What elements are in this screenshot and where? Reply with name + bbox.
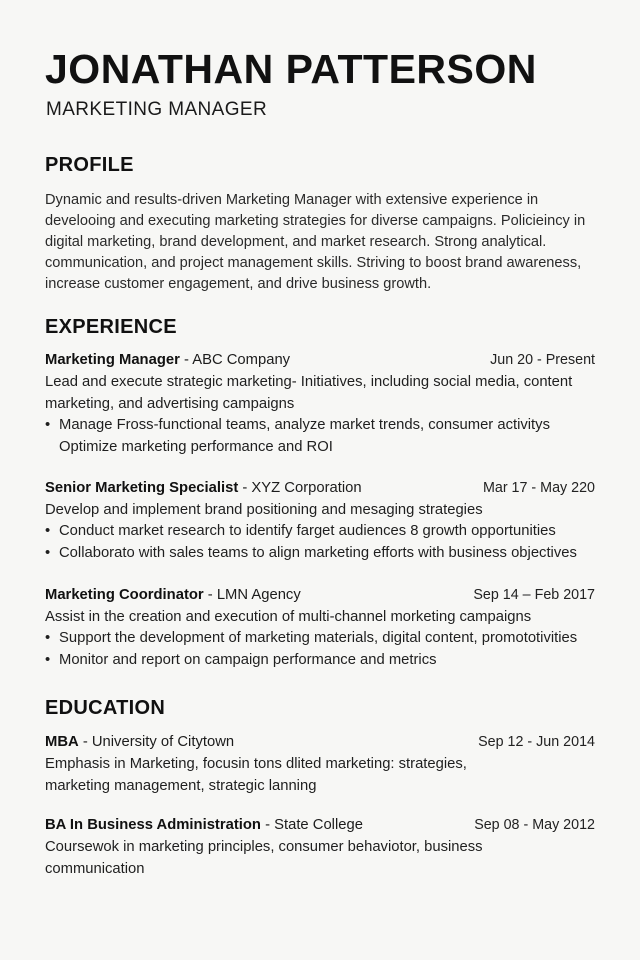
bullet-text: Collaborato with sales teams to align marketing efforts with business objectives bbox=[59, 544, 577, 561]
entry-header bbox=[45, 477, 595, 499]
title-separator: - bbox=[203, 587, 217, 603]
bullet-item bbox=[45, 543, 595, 565]
company-name: XYZ Corporation bbox=[251, 480, 362, 496]
title-separator: - bbox=[179, 352, 193, 368]
entry-header bbox=[45, 731, 595, 753]
education-entry bbox=[45, 731, 595, 797]
school-name: University of Citytown bbox=[91, 734, 235, 750]
bullet-icon: • bbox=[45, 544, 51, 561]
job-dates: Mar 17 - May 220 bbox=[482, 480, 595, 496]
job-description: Assist in the creation and execution of multi-channel morketing campaigns bbox=[45, 609, 532, 625]
job-description: Develop and implement brand positioning and mesaging strategies bbox=[45, 502, 483, 518]
job-bullets bbox=[45, 415, 595, 458]
profile-heading: PROFILE bbox=[45, 154, 134, 176]
experience-heading: EXPERIENCE bbox=[45, 316, 177, 338]
degree-title: BA In Business Administration bbox=[45, 817, 261, 833]
education-dates: Sep 12 - Jun 2014 bbox=[478, 734, 595, 750]
bullet-text: Support the development of marketing materials, digital content, promototivities bbox=[59, 630, 578, 646]
school-name: State College bbox=[274, 817, 363, 833]
profile-text: Dynamic and results-driven Marketing Manager with extensive experience in develooing and executing marketing strategies for diverse campaigns. Policieincy in digital marketing, brand development, and market research. Strong analytical. communication, and project management skills. Striving to boost brand awareness, increase customer engagement, and drive business growth. bbox=[45, 192, 586, 292]
bullet-icon: • bbox=[45, 523, 51, 539]
job-bullets bbox=[45, 521, 595, 564]
job-description: Lead and execute strategic marketing- Initiatives, including social media, content marketing, and advertising campaigns bbox=[45, 374, 573, 412]
experience-entry bbox=[45, 477, 595, 564]
entry-header bbox=[45, 349, 595, 371]
education-description: Emphasis in Marketing, focusin tons dlited marketing: strategies, marketing management, strategic lanning bbox=[45, 756, 467, 794]
bullet-icon: • bbox=[45, 417, 51, 433]
bullet-item bbox=[45, 415, 595, 458]
bullet-item bbox=[45, 521, 595, 543]
experience-entry bbox=[45, 349, 595, 458]
job-dates: Jun 20 - Present bbox=[490, 352, 595, 368]
education-entry bbox=[45, 814, 595, 880]
title-separator: - bbox=[78, 734, 92, 750]
education-dates: Sep 08 - May 2012 bbox=[474, 817, 595, 833]
degree-title: MBA bbox=[45, 734, 79, 750]
entry-header bbox=[45, 584, 595, 606]
candidate-role: MARKETING MANAGER bbox=[46, 99, 268, 120]
entry-header bbox=[45, 814, 595, 836]
education-description: Coursewok in marketing principles, consumer behaviotor, business communication bbox=[45, 839, 483, 877]
candidate-name: JONATHAN PATTERSON bbox=[45, 46, 537, 92]
job-bullets bbox=[45, 628, 595, 671]
bullet-icon: • bbox=[45, 651, 51, 668]
job-title: Marketing Coordinator bbox=[45, 587, 204, 603]
title-separator: - bbox=[260, 817, 275, 833]
company-name: ABC Company bbox=[192, 352, 291, 368]
bullet-text: Manage Fross-functional teams, analyze market trends, consumer activitys Optimize marketing performance and ROI bbox=[59, 417, 550, 455]
job-dates: Sep 14 – Feb 2017 bbox=[473, 587, 595, 603]
education-heading: EDUCATION bbox=[45, 697, 166, 719]
bullet-text: Conduct market research to identify farget audiences 8 growth opportunities bbox=[59, 523, 556, 539]
bullet-item bbox=[45, 650, 595, 672]
bullet-icon: • bbox=[45, 630, 51, 646]
job-title: Senior Marketing Specialist bbox=[45, 480, 239, 496]
company-name: LMN Agency bbox=[216, 587, 301, 603]
job-title: Marketing Manager bbox=[45, 352, 180, 368]
title-separator: - bbox=[238, 480, 252, 496]
bullet-text: Monitor and report on campaign performance and metrics bbox=[59, 651, 437, 668]
bullet-item bbox=[45, 628, 595, 650]
experience-entry bbox=[45, 584, 595, 671]
